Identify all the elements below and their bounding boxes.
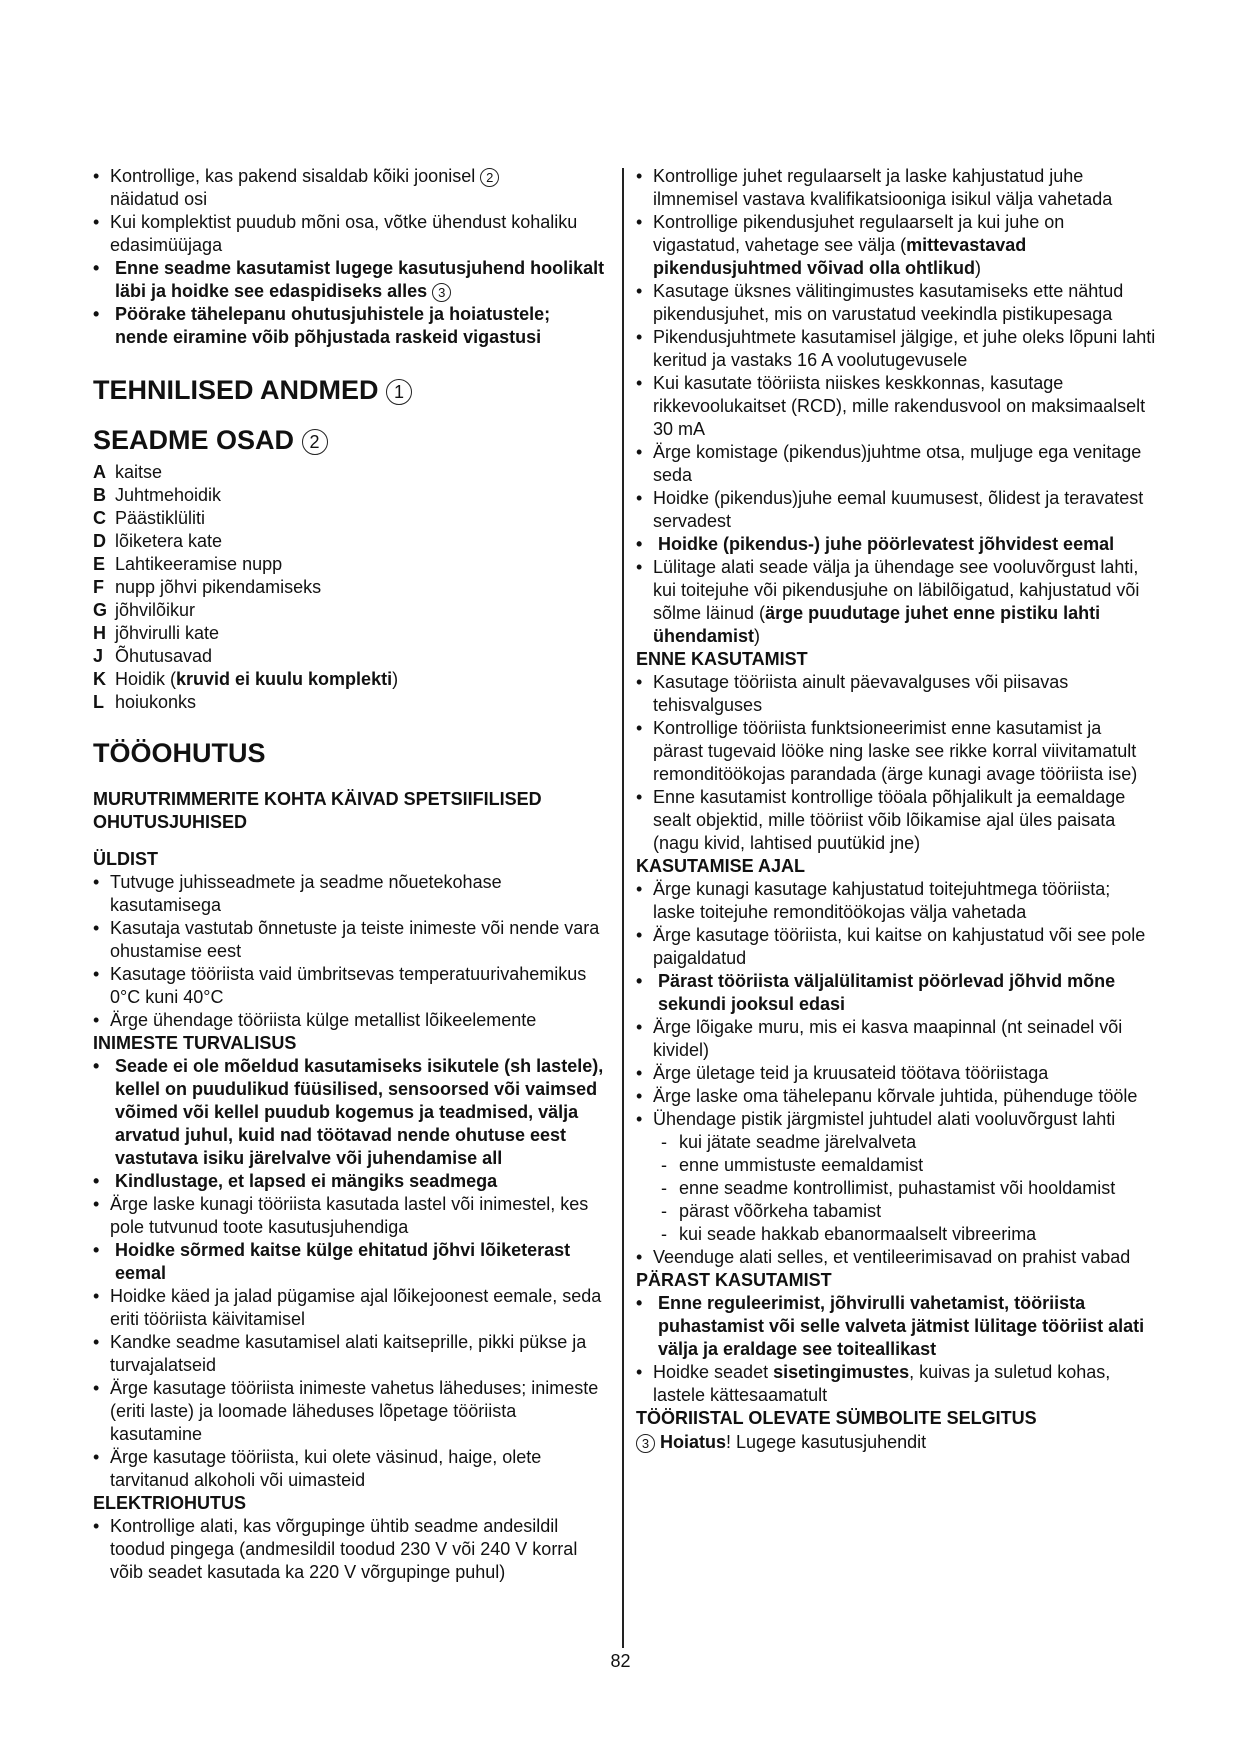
list-item: • Ärge kasutage tööriista, kui olete väsinud, haige, olete tarvitanud alkoholi või uimasteid: [93, 1447, 542, 1490]
list-item: • Kontrollige, kas pakend sisaldab kõiki joonisel 2 näidatud osi: [93, 165, 608, 211]
list-item: • Pöörake tähelepanu ohutusjuhistele ja hoiatustele; nende eiramine võib põhjustada raskeid vigastusi: [93, 304, 551, 347]
list-item: • Kindlustage, et lapsed ei mängiks seadmega: [93, 1171, 498, 1191]
list-item: • Hoidke seadet sisetingimustes, kuivas ja suletud kohas, lastele kättesaamatult: [636, 1362, 1111, 1405]
sub-list-item: - enne seadme kontrollimist, puhastamist või hooldamist: [661, 1178, 1116, 1198]
list-item: • Pikendusjuhtmete kasutamisel jälgige, et juhe oleks lõpuni lahti keritud ja vastaks 16 A voolutugevusele: [636, 327, 1156, 370]
sub-list-item: - kui seade hakkab ebanormaalselt vibreerima: [661, 1224, 1037, 1244]
column-divider: [622, 168, 624, 1648]
list-item: • Kasutaja vastutab õnnetuste ja teiste inimeste või nende vara ohustamise eest: [93, 918, 600, 961]
sub-list-item: - kui jätate seadme järelvalveta: [661, 1132, 917, 1152]
list-item: • Enne kasutamist kontrollige tööala põhjalikult ja eemaldage sealt objektid, mille tööriist võib lõikamise ajal üles paisata (nagu kivid, lahtised puutükid jne): [636, 787, 1126, 853]
list-item: • Ärge laske kunagi tööriista kasutada lastel või inimestel, kes pole tutvunud toote kasutusjuhendiga: [93, 1194, 589, 1237]
list-item: • Ärge ühendage tööriista külge metallist lõikeelemente: [93, 1010, 537, 1030]
part-row: L hoiukonks: [93, 692, 197, 712]
list-item: • Enne reguleerimist, jõhvirulli vahetamist, tööriista puhastamist või selle valveta jätmist lülitage tööriist alati välja ja eraldage see toiteallikast: [636, 1293, 1145, 1359]
list-item: • Ühendage pistik järgmistel juhtudel alati vooluvõrgust lahti: [636, 1109, 1116, 1129]
part-row: A kaitse: [93, 462, 163, 482]
list-item: • Kandke seadme kasutamisel alati kaitseprille, pikki pükse ja turvajalatseid: [93, 1332, 587, 1375]
list-item: • Veenduge alati selles, et ventileerimisavad on prahist vabad: [636, 1247, 1131, 1267]
list-item: • Ärge komistage (pikendus)juhtme otsa, muljuge ega venitage seda: [636, 442, 1142, 485]
list-item: • Kui komplektist puudub mõni osa, võtke ühendust kohaliku edasimüüjaga: [93, 212, 578, 255]
parts-list: [93, 461, 608, 714]
part-row: F nupp jõhvi pikendamiseks: [93, 577, 322, 597]
list-item: • Enne seadme kasutamist lugege kasutusjuhend hoolikalt läbi ja hoidke see edaspidiseks alles 3: [93, 258, 605, 301]
part-row: H jõhvirulli kate: [93, 623, 220, 643]
list-item: • Kontrollige pikendusjuhet regulaarselt ja kui juhe on vigastatud, vahetage see välja (mittevastavad pikendusjuhtmed võivad olla ohtlikud): [636, 212, 1065, 278]
electric-safety-heading: ELEKTRIOHUTUS: [93, 1493, 246, 1513]
list-item: • Ärge lõigake muru, mis ei kasva maapinnal (nt seinadel või kividel): [636, 1017, 1123, 1060]
list-item: • Ärge ületage teid ja kruusateid töötava tööriistaga: [636, 1063, 1049, 1083]
list-item: • Ärge kunagi kasutage kahjustatud toitejuhtmega tööriista; laske toitejuhe remonditöökojas välja vahetada: [636, 879, 1111, 922]
parts-heading: SEADME OSAD 2: [93, 423, 608, 457]
figure-ref-3: 3: [432, 283, 451, 302]
part-row: J Õhutusavad: [93, 646, 213, 666]
list-item: • Tutvuge juhisseadmete ja seadme nõuetekohase kasutamisega: [93, 872, 502, 915]
figure-ref-2: 2: [480, 168, 499, 187]
figure-ref-1: 1: [386, 379, 412, 405]
list-item: • Ärge kasutage tööriista, kui kaitse on kahjustatud või see pole paigaldatud: [636, 925, 1146, 968]
part-row: D lõiketera kate: [93, 531, 223, 551]
list-item: • Kasutage tööriista vaid ümbritsevas temperatuurivahemikus 0°C kuni 40°C: [93, 964, 587, 1007]
list-item: • Hoidke (pikendus)juhe eemal kuumusest, õlidest ja teravatest servadest: [636, 488, 1144, 531]
figure-ref-3: 3: [636, 1434, 655, 1453]
tech-data-heading: TEHNILISED ANDMED 1: [93, 373, 608, 407]
part-row: E Lahtikeeramise nupp: [93, 554, 283, 574]
list-item: • Kontrollige juhet regulaarselt ja laske kahjustatud juhe ilmnemisel vastava kvalifikatsiooniga isikul välja vahetada: [636, 166, 1113, 209]
page-number: 82: [610, 1651, 631, 1671]
list-item: • Ärge kasutage tööriista inimeste vahetus läheduses; inimeste (eriti laste) ja loomade läheduses lõpetage tööriista kasutamine: [93, 1378, 599, 1444]
symbols-heading: TÖÖRIISTAL OLEVATE SÜMBOLITE SELGITUS: [636, 1408, 1037, 1428]
list-item: • Seade ei ole mõeldud kasutamiseks isikutele (sh lastele), kellel on puudulikud füüsilised, sensoorsed või vaimsed võimed või kellel puudub kogemus ja teadmised, välja arvatud juhul, kuid nad töötavad nende ohutuse eest vastutava isiku järelvalve või juhendamise all: [93, 1056, 604, 1168]
after-use-heading: PÄRAST KASUTAMIST: [636, 1270, 832, 1290]
list-item: • Kasutage üksnes välitingimustes kasutamiseks ette nähtud pikendusjuhet, mis on varustatud veekindla pistikupesaga: [636, 281, 1124, 324]
list-item: • Kui kasutate tööriista niiskes keskkonnas, kasutage rikkevoolukaitset (RCD), mille rakendusvool on maksimaalselt 30 mA: [636, 373, 1146, 439]
general-heading: ÜLDIST: [93, 849, 158, 869]
list-item: • Ärge laske oma tähelepanu kõrvale juhtida, pühenduge tööle: [636, 1086, 1138, 1106]
sub-list-item: - pärast võõrkeha tabamist: [661, 1201, 882, 1221]
list-item: • Kasutage tööriista ainult päevavalguses või piisavas tehisvalguses: [636, 672, 1069, 715]
list-item: • Lülitage alati seade välja ja ühendage see vooluvõrgust lahti, kui toitejuhe või pikendusjuhe on läbilõigatud, kahjustatud või sõlme läinud (ärge puudutage juhet enne pistiku lahti ühendamist): [636, 557, 1140, 646]
part-row: B Juhtmehoidik: [93, 485, 222, 505]
list-item: • Kontrollige tööriista funktsioneerimist enne kasutamist ja pärast tugevaid lööke ning laske see rikke korral viivitamatult remonditöökojas parandada (ärge kunagi avage tööriista ise): [636, 718, 1138, 784]
list-item: • Hoidke (pikendus-) juhe pöörlevatest jõhvidest eemal: [636, 534, 1115, 554]
part-row: K Hoidik (kruvid ei kuulu komplekti): [93, 669, 399, 689]
during-use-heading: KASUTAMISE AJAL: [636, 856, 806, 876]
part-row: C Päästiklüliti: [93, 508, 206, 528]
right-column: [636, 165, 1156, 1455]
safety-heading: TÖÖOHUTUS: [93, 738, 266, 768]
before-use-heading: ENNE KASUTAMIST: [636, 649, 808, 669]
special-safety-heading: MURUTRIMMERITE KOHTA KÄIVAD SPETSIIFILISED OHUTUSJUHISED: [93, 789, 542, 832]
list-item: • Kontrollige alati, kas võrgupinge ühtib seadme andesildil toodud pingega (andmesildil toodud 230 V või 240 V korral võib seadet kasutada ka 220 V võrgupinge puhul): [93, 1516, 578, 1582]
sub-list-item: - enne ummistuste eemaldamist: [661, 1155, 924, 1175]
part-row: G jõhvilõikur: [93, 600, 196, 620]
list-item: • Pärast tööriista väljalülitamist pöörlevad jõhvid mõne sekundi jooksul edasi: [636, 971, 1116, 1014]
symbol-explanation: 3 Hoiatus! Lugege kasutusjuhendit: [636, 1430, 1156, 1455]
left-column: [93, 165, 608, 1584]
list-item: • Hoidke sõrmed kaitse külge ehitatud jõhvi lõiketerast eemal: [93, 1240, 571, 1283]
people-safety-heading: INIMESTE TURVALISUS: [93, 1033, 297, 1053]
list-item: • Hoidke käed ja jalad pügamise ajal lõikejoonest eemale, seda eriti tööriista käivitamisel: [93, 1286, 602, 1329]
figure-ref-2: 2: [302, 429, 328, 455]
